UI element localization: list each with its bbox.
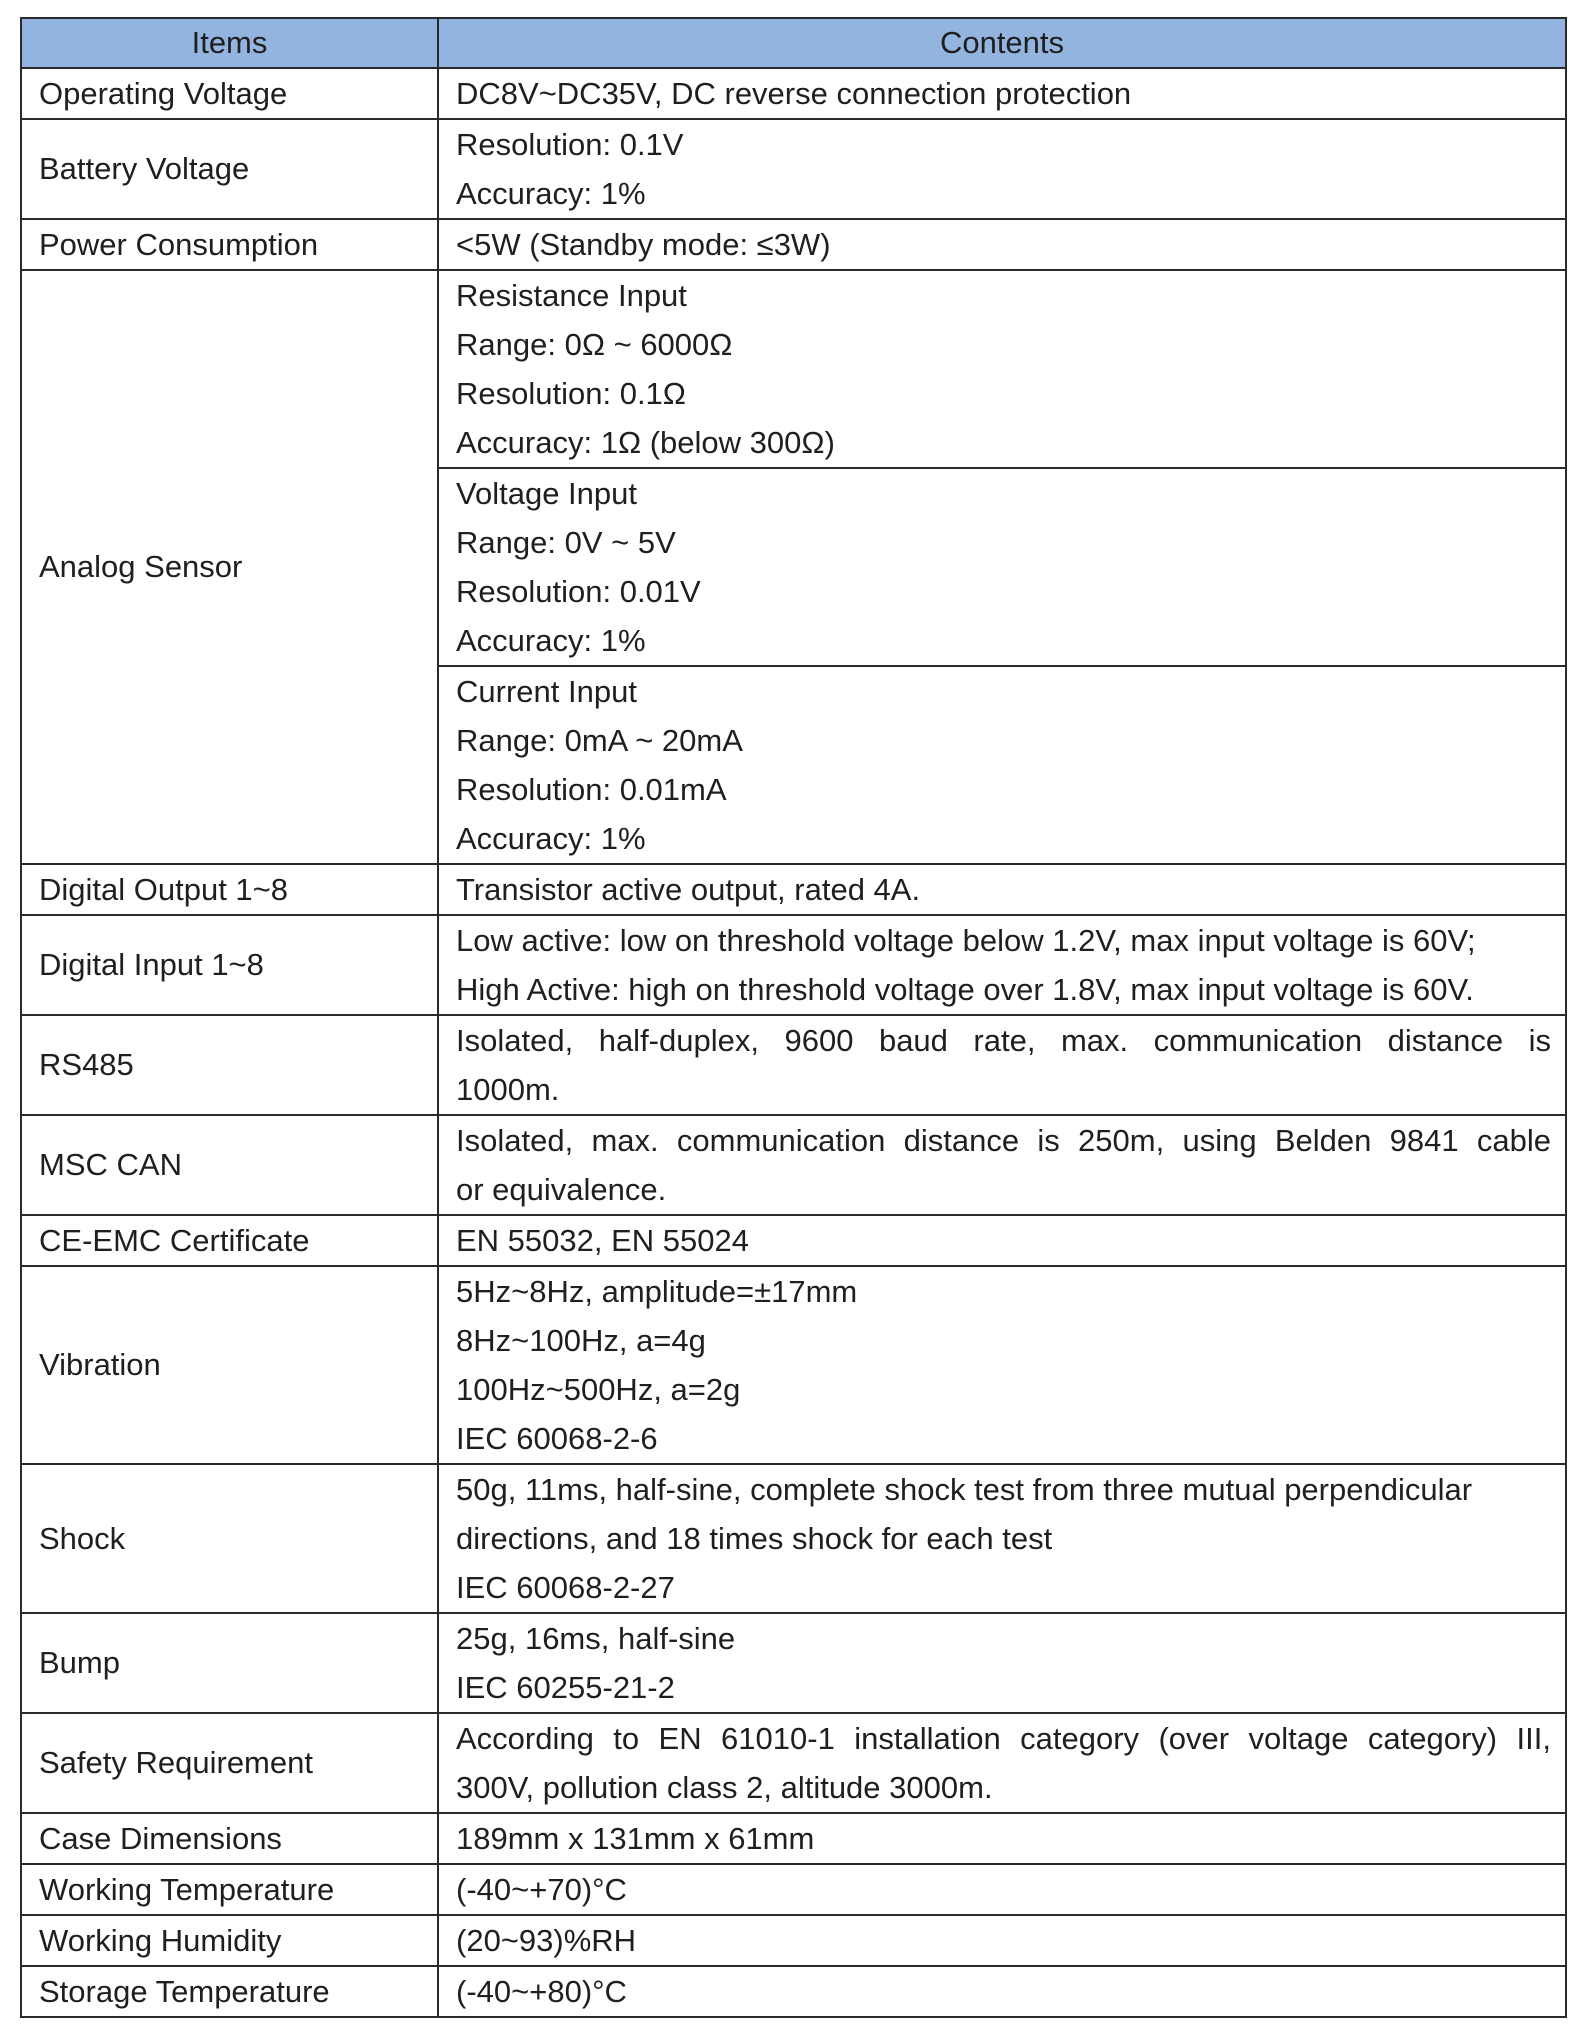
content-line: Accuracy: 1Ω (below 300Ω) (456, 425, 835, 460)
table-row (21, 915, 1566, 1015)
table-row (21, 219, 1566, 270)
content-line: Isolated, max. communication distance is 250m, using Belden 9841 cable (456, 1123, 1551, 1158)
content-cell (438, 1015, 1566, 1115)
content-cell (438, 915, 1566, 1015)
content-line: Isolated, half-duplex, 9600 baud rate, max. communication distance is (456, 1023, 1551, 1058)
content-cell (438, 68, 1566, 119)
item-cell: Working Temperature (21, 1864, 438, 1915)
content-line: or equivalence. (456, 1172, 667, 1207)
content-line: Resolution: 0.01V (456, 574, 701, 609)
table-row (21, 270, 1566, 468)
content-cell (438, 1966, 1566, 2017)
content-cell (438, 119, 1566, 219)
item-cell: Digital Output 1~8 (21, 864, 438, 915)
item-cell: Shock (21, 1464, 438, 1613)
content-line: 50g, 11ms, half-sine, complete shock test from three mutual perpendicular (456, 1472, 1473, 1507)
content-line: (20~93)%RH (456, 1923, 637, 1958)
table-header-row (21, 18, 1566, 68)
content-cell (438, 666, 1566, 864)
content-line: Current Input (456, 674, 637, 709)
content-line: EN 55032, EN 55024 (456, 1223, 749, 1258)
spec-table (20, 17, 1567, 2018)
content-line: Resolution: 0.1V (456, 127, 684, 162)
item-cell: Battery Voltage (21, 119, 438, 219)
content-line: High Active: high on threshold voltage over 1.8V, max input voltage is 60V. (456, 972, 1474, 1007)
content-cell (438, 1915, 1566, 1966)
content-line: 1000m. (456, 1072, 560, 1107)
item-cell: Storage Temperature (21, 1966, 438, 2017)
content-cell (438, 1266, 1566, 1464)
table-row (21, 68, 1566, 119)
table-row (21, 1864, 1566, 1915)
content-line: IEC 60255-21-2 (456, 1670, 675, 1705)
item-cell: Analog Sensor (21, 270, 438, 864)
item-cell: Bump (21, 1613, 438, 1713)
table-row (21, 1915, 1566, 1966)
content-line: 25g, 16ms, half-sine (456, 1621, 736, 1656)
table-row (21, 1015, 1566, 1115)
content-line: Low active: low on threshold voltage below 1.2V, max input voltage is 60V; (456, 923, 1476, 958)
spec-table-body (21, 68, 1566, 2017)
content-cell (438, 1713, 1566, 1813)
content-line: 5Hz~8Hz, amplitude=±17mm (456, 1274, 858, 1309)
content-line: Range: 0Ω ~ 6000Ω (456, 327, 733, 362)
content-line: <5W (Standby mode: ≤3W) (456, 227, 831, 262)
table-row (21, 1215, 1566, 1266)
content-line: 300V, pollution class 2, altitude 3000m. (456, 1770, 993, 1805)
item-cell: Vibration (21, 1266, 438, 1464)
item-cell: Working Humidity (21, 1915, 438, 1966)
item-cell: Case Dimensions (21, 1813, 438, 1864)
content-line: Resistance Input (456, 278, 687, 313)
content-line: 189mm x 131mm x 61mm (456, 1821, 815, 1856)
content-line: (-40~+80)°C (456, 1974, 627, 2009)
content-line: directions, and 18 times shock for each test (456, 1521, 1053, 1556)
content-line: Resolution: 0.01mA (456, 772, 727, 807)
content-line: Transistor active output, rated 4A. (456, 872, 921, 907)
content-cell (438, 1115, 1566, 1215)
table-row (21, 1115, 1566, 1215)
header-items: Items (21, 18, 438, 68)
content-line: According to EN 61010-1 installation category (over voltage category) III, (456, 1721, 1551, 1756)
table-row (21, 1613, 1566, 1713)
content-line: 100Hz~500Hz, a=2g (456, 1372, 741, 1407)
table-row (21, 1813, 1566, 1864)
item-cell: Operating Voltage (21, 68, 438, 119)
item-cell: RS485 (21, 1015, 438, 1115)
content-line: (-40~+70)°C (456, 1872, 627, 1907)
content-line: Range: 0mA ~ 20mA (456, 723, 743, 758)
content-cell (438, 1813, 1566, 1864)
content-line: Accuracy: 1% (456, 821, 646, 856)
table-row (21, 864, 1566, 915)
content-line: 8Hz~100Hz, a=4g (456, 1323, 706, 1358)
content-cell (438, 1613, 1566, 1713)
content-cell (438, 468, 1566, 666)
content-cell (438, 270, 1566, 468)
content-cell (438, 1864, 1566, 1915)
table-row (21, 119, 1566, 219)
content-line: Range: 0V ~ 5V (456, 525, 676, 560)
table-row (21, 1713, 1566, 1813)
content-cell (438, 864, 1566, 915)
content-line: Resolution: 0.1Ω (456, 376, 686, 411)
content-line: Accuracy: 1% (456, 176, 646, 211)
table-row (21, 1464, 1566, 1613)
content-cell (438, 1464, 1566, 1613)
content-line: IEC 60068-2-6 (456, 1421, 658, 1456)
item-cell: Safety Requirement (21, 1713, 438, 1813)
content-cell (438, 1215, 1566, 1266)
content-line: Accuracy: 1% (456, 623, 646, 658)
table-row (21, 1966, 1566, 2017)
item-cell: Digital Input 1~8 (21, 915, 438, 1015)
content-line: Voltage Input (456, 476, 637, 511)
item-cell: Power Consumption (21, 219, 438, 270)
table-row (21, 1266, 1566, 1464)
content-line: DC8V~DC35V, DC reverse connection protection (456, 76, 1132, 111)
item-cell: CE-EMC Certificate (21, 1215, 438, 1266)
item-cell: MSC CAN (21, 1115, 438, 1215)
content-cell (438, 219, 1566, 270)
header-contents: Contents (438, 18, 1566, 68)
content-line: IEC 60068-2-27 (456, 1570, 675, 1605)
